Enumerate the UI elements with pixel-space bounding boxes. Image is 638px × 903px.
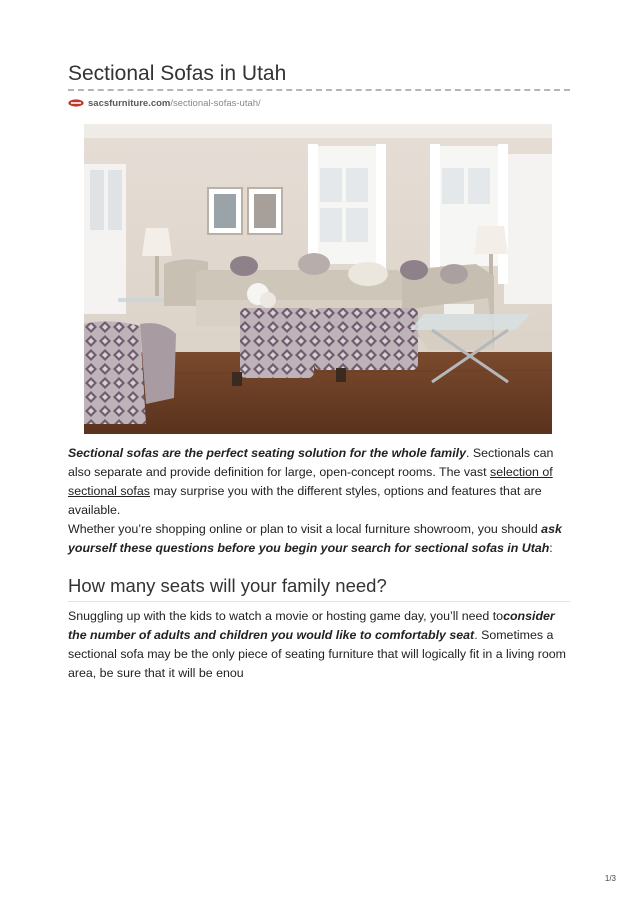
section-emphasis: consider the number of adults and children you would like to comfortably seat xyxy=(68,609,555,642)
intro-lead: Sectional sofas are the perfect seating solution for the whole family xyxy=(68,446,466,460)
intro-paragraph xyxy=(68,444,568,520)
intro2-text-1: Whether you’re shopping online or plan to visit a local furniture showroom, you should xyxy=(68,522,542,536)
intro2-text-2: : xyxy=(549,541,553,555)
source-line xyxy=(68,96,261,110)
source-path: /sectional-sofas-utah/ xyxy=(170,97,261,109)
section-paragraph xyxy=(68,607,568,683)
source-domain-link[interactable]: sacsfurniture.com xyxy=(88,97,171,109)
section-heading: How many seats will your family need? xyxy=(68,575,387,596)
section-divider xyxy=(68,601,570,602)
page-number: 1/3 xyxy=(604,874,616,883)
intro2-emphasis: ask yourself these questions before you begin your search for sectional sofas in Utah xyxy=(68,522,562,555)
section-text-1: Snuggling up with the kids to watch a movie or hosting game day, you’ll need to xyxy=(68,609,504,623)
section-text-2: . Sometimes a sectional sofa may be the only piece of seating furniture that will logically fit in a living room area, be sure that it will be enou xyxy=(68,628,566,680)
intro-text-2: may surprise you with the different styles, options and features that are available. xyxy=(68,484,542,517)
intro2-paragraph xyxy=(68,520,568,558)
sacs-logo-icon xyxy=(68,99,84,107)
sectional-sofas-link[interactable]: selection of sectional sofas xyxy=(68,465,553,498)
intro-text-1: . Sectionals can also separate and provide definition for large, open-concept rooms. The vast xyxy=(68,446,554,479)
living-room-photo xyxy=(84,124,552,434)
title-divider xyxy=(68,89,570,91)
page-title: Sectional Sofas in Utah xyxy=(68,62,287,85)
